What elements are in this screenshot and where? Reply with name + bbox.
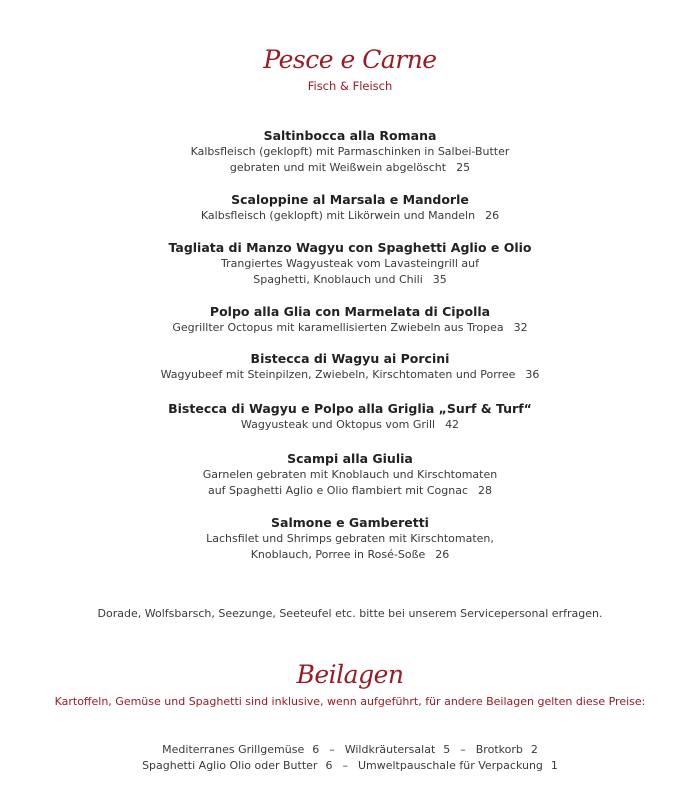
menu-item-price: 35 [432, 273, 447, 286]
menu-item-name: Saltinbocca alla Romana [263, 128, 437, 143]
menu-item-desc-line1 [0, 417, 700, 433]
menu-item-price: 25 [456, 161, 471, 174]
menu-item [0, 400, 700, 433]
side-item-name: Wildkräutersalat [344, 743, 436, 756]
section-subtitle: Fisch & Fleisch [307, 79, 393, 93]
menu-item [0, 350, 700, 383]
menu-item-desc-text: Knoblauch, Porree in Rosé-Soße [250, 548, 426, 561]
menu-item [0, 239, 700, 288]
menu-item-desc: Trangiertes Wagyusteak vom Lavasteingrill auf [221, 257, 479, 270]
menu-item [0, 450, 700, 499]
side-item-price: 6 [325, 759, 333, 772]
menu-item-name: Polpo alla Glia con Marmelata di Cipolla [209, 304, 491, 319]
fish-inquiry-note: Dorade, Wolfsbarsch, Seezunge, Seeteufel etc. bitte bei unserem Servicepersonal erfragen. [97, 607, 603, 620]
side-item-price: 2 [530, 743, 538, 756]
menu-item-price: 28 [478, 484, 493, 497]
menu-item-desc-text: Gegrillter Octopus mit karamellisierten Zwiebeln aus Tropea [172, 321, 504, 334]
menu-item-name: Scaloppine al Marsala e Mandorle [231, 192, 469, 207]
sides-line-2 [0, 758, 700, 774]
menu-item-desc-line2 [0, 272, 700, 288]
side-item-name: Spaghetti Aglio Olio oder Butter [142, 759, 318, 772]
side-item-name: Brotkorb [475, 743, 523, 756]
menu-item-desc: Lachsfilet und Shrimps gebraten mit Kirschtomaten, [206, 532, 494, 545]
section-title-pesce-carne: Pesce e Carne [263, 45, 437, 74]
menu-item-desc-text: auf Spaghetti Aglio e Olio flambiert mit Cognac [207, 484, 469, 497]
menu-item-desc-line2 [0, 547, 700, 563]
menu-item-desc-line1 [0, 320, 700, 336]
menu-item-desc-text: Spaghetti, Knoblauch und Chili [253, 273, 423, 286]
menu-item-price: 26 [485, 209, 500, 222]
menu-item-name: Tagliata di Manzo Wagyu con Spaghetti Aglio e Olio [168, 240, 532, 255]
separator-dash: – [460, 743, 466, 756]
menu-item-price: 42 [445, 418, 460, 431]
sides-line-1 [0, 742, 700, 758]
menu-item-desc: Garnelen gebraten mit Knoblauch und Kirschtomaten [202, 468, 498, 481]
side-item-name: Umweltpauschale für Verpackung [357, 759, 543, 772]
menu-item-desc-line1 [0, 367, 700, 383]
side-item-price: 6 [312, 743, 320, 756]
menu-item [0, 514, 700, 563]
menu-item [0, 191, 700, 224]
menu-item-name: Bistecca di Wagyu ai Porcini [250, 351, 450, 366]
menu-item-price: 32 [513, 321, 528, 334]
menu-item [0, 127, 700, 176]
menu-item-desc: Kalbsfleisch (geklopft) mit Parmaschinken in Salbei-Butter [190, 145, 510, 158]
separator-dash: – [329, 743, 335, 756]
menu-item-name: Bistecca di Wagyu e Polpo alla Griglia „Surf & Turf“ [168, 401, 532, 416]
menu-item-desc-text: Kalbsfleisch (geklopft) mit Likörwein und Mandeln [200, 209, 476, 222]
separator-dash: – [342, 759, 348, 772]
menu-item-name: Salmone e Gamberetti [271, 515, 429, 530]
menu-item [0, 303, 700, 336]
section-title-beilagen: Beilagen [296, 660, 404, 689]
side-item-name: Mediterranes Grillgemüse [162, 743, 305, 756]
menu-item-price: 36 [525, 368, 540, 381]
menu-item-desc-line1 [0, 208, 700, 224]
menu-item-desc-line2 [0, 483, 700, 499]
side-item-price: 5 [443, 743, 451, 756]
menu-item-desc-line2 [0, 160, 700, 176]
sides-pricing-note: Kartoffeln, Gemüse und Spaghetti sind inklusive, wenn aufgeführt, für andere Beilagen gelten diese Preise: [54, 695, 646, 708]
menu-item-desc-text: Wagyubeef mit Steinpilzen, Zwiebeln, Kirschtomaten und Porree [160, 368, 516, 381]
side-item-price: 1 [550, 759, 558, 772]
menu-item-desc-text: gebraten und mit Weißwein abgelöscht [229, 161, 447, 174]
menu-item-price: 26 [435, 548, 450, 561]
menu-item-desc-text: Wagyusteak und Oktopus vom Grill [240, 418, 436, 431]
menu-item-name: Scampi alla Giulia [287, 451, 413, 466]
